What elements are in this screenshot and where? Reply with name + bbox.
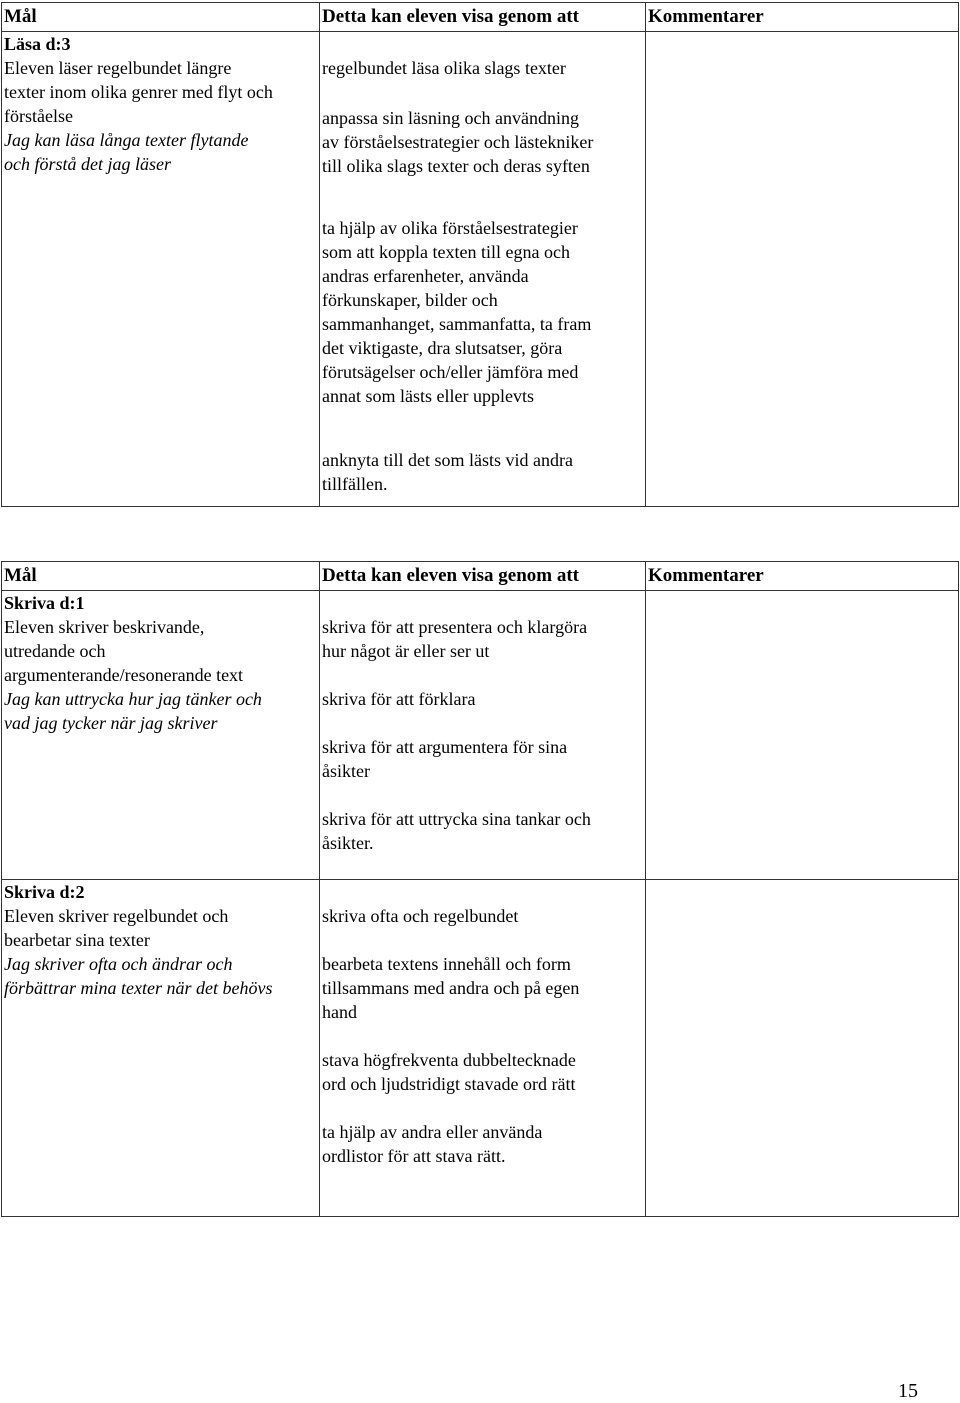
goal-line: Eleven skriver beskrivande, xyxy=(4,617,205,637)
evidence-item-line: sammanhanget, sammanfatta, ta fram xyxy=(322,314,592,334)
evidence-item-line: ordlistor för att stava rätt. xyxy=(322,1146,506,1166)
evidence-item-line: det viktigaste, dra slutsatser, göra xyxy=(322,338,563,358)
goal-italic-line: Jag skriver ofta och ändrar och xyxy=(4,954,233,974)
evidence-item: anpassa sin läsning och användning xyxy=(322,108,579,128)
evidence-item: skriva för att förklara xyxy=(322,689,476,709)
evidence-item: regelbundet läsa olika slags texter xyxy=(322,58,566,78)
goal-italic-line: förbättrar mina texter när det behövs xyxy=(4,978,273,998)
evidence-item: skriva för att argumentera för sina xyxy=(322,737,568,757)
table-header-row xyxy=(2,562,959,591)
table-header-row xyxy=(2,3,959,32)
evidence-item-line: ord och ljudstridigt stavade ord rätt xyxy=(322,1074,576,1094)
evidence-item: skriva ofta och regelbundet xyxy=(322,906,519,926)
goal-title: Skriva d:2 xyxy=(4,882,85,902)
goal-line: argumenterande/resonerande text xyxy=(4,665,244,685)
goal-title: Skriva d:1 xyxy=(4,593,85,613)
evidence-item: stava högfrekventa dubbeltecknade xyxy=(322,1050,576,1070)
goal-cell xyxy=(2,32,320,507)
evidence-item-line: hand xyxy=(322,1002,357,1022)
goal-cell xyxy=(2,591,320,880)
evidence-cell xyxy=(320,591,646,880)
goal-line: Eleven läser regelbundet längre xyxy=(4,58,232,78)
evidence-item: bearbeta textens innehåll och form xyxy=(322,954,571,974)
header-goal: Mål xyxy=(2,562,320,591)
evidence-item-line: åsikter. xyxy=(322,833,374,853)
evidence-cell xyxy=(320,32,646,507)
header-evidence: Detta kan eleven visa genom att xyxy=(320,3,646,32)
goal-line: bearbetar sina texter xyxy=(4,930,150,950)
evidence-item-line: tillfällen. xyxy=(322,474,388,494)
evidence-item: ta hjälp av andra eller använda xyxy=(322,1122,543,1142)
goal-line: texter inom olika genrer med flyt och xyxy=(4,82,273,102)
evidence-item-line: andras erfarenheter, använda xyxy=(322,266,529,286)
evidence-item-line: förkunskaper, bilder och xyxy=(322,290,498,310)
goals-table-reading xyxy=(1,2,959,507)
table-row xyxy=(2,880,959,1217)
goal-italic-line: och förstå det jag läser xyxy=(4,154,171,174)
header-comments: Kommentarer xyxy=(646,562,959,591)
evidence-cell xyxy=(320,880,646,1217)
evidence-item: skriva för att presentera och klargöra xyxy=(322,617,588,637)
goal-italic-line: Jag kan läsa långa texter flytande xyxy=(4,130,249,150)
evidence-item-line: till olika slags texter och deras syften xyxy=(322,156,590,176)
evidence-item: anknyta till det som lästs vid andra xyxy=(322,450,573,470)
goals-table-writing xyxy=(1,561,959,1217)
evidence-item-line: hur något är eller ser ut xyxy=(322,641,490,661)
goal-line: utredande och xyxy=(4,641,106,661)
evidence-item-line: förutsägelser och/eller jämföra med xyxy=(322,362,579,382)
evidence-item-line: av förståelsestrategier och lästekniker xyxy=(322,132,594,152)
goal-italic-line: vad jag tycker när jag skriver xyxy=(4,713,218,733)
table-row xyxy=(2,32,959,507)
comments-cell xyxy=(646,880,959,1217)
comments-cell xyxy=(646,32,959,507)
goal-cell xyxy=(2,880,320,1217)
evidence-item: skriva för att uttrycka sina tankar och xyxy=(322,809,591,829)
evidence-item-line: åsikter xyxy=(322,761,370,781)
goal-title: Läsa d:3 xyxy=(4,34,71,54)
page-number: 15 xyxy=(898,1380,918,1402)
comments-cell xyxy=(646,591,959,880)
goal-line: förståelse xyxy=(4,106,73,126)
header-comments: Kommentarer xyxy=(646,3,959,32)
evidence-item: ta hjälp av olika förståelsestrategier xyxy=(322,218,578,238)
goal-italic-line: Jag kan uttrycka hur jag tänker och xyxy=(4,689,262,709)
header-evidence: Detta kan eleven visa genom att xyxy=(320,562,646,591)
header-goal: Mål xyxy=(2,3,320,32)
goal-line: Eleven skriver regelbundet och xyxy=(4,906,229,926)
table-row xyxy=(2,591,959,880)
evidence-item-line: annat som lästs eller upplevts xyxy=(322,386,534,406)
evidence-item-line: tillsammans med andra och på egen xyxy=(322,978,580,998)
evidence-item-line: som att koppla texten till egna och xyxy=(322,242,570,262)
